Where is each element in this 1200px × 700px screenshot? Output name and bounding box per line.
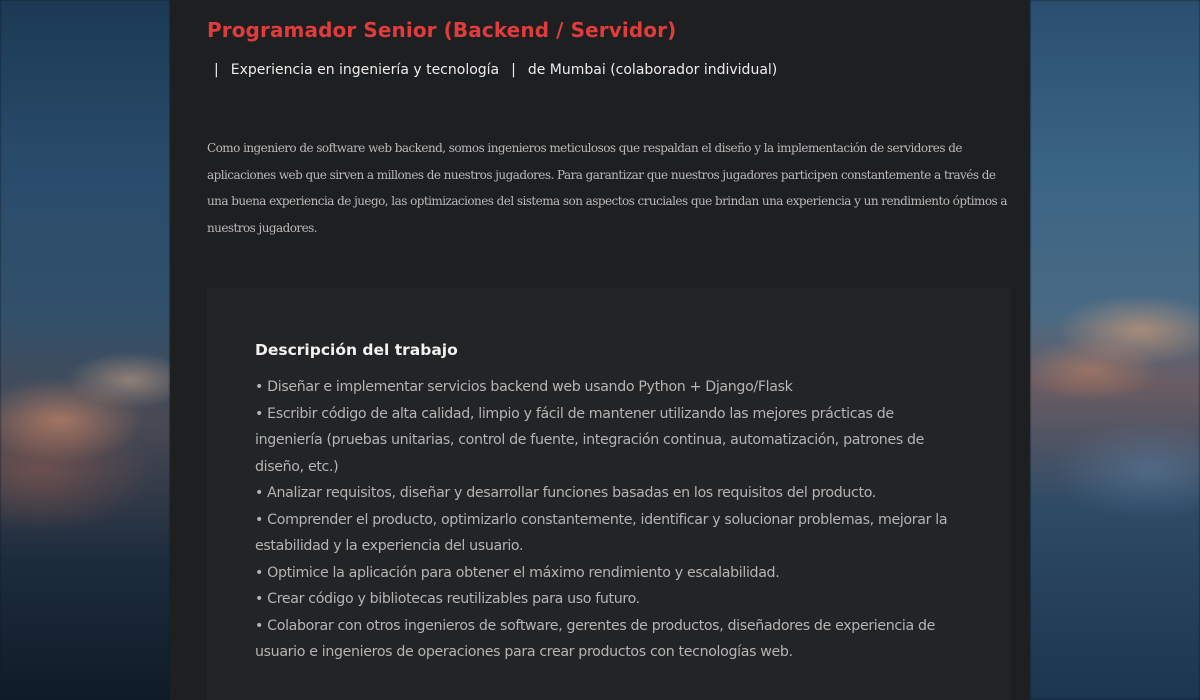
list-item: • Optimice la aplicación para obtener el máximo rendimiento y escalabilidad.: [255, 564, 780, 581]
meta-separator: |: [511, 62, 516, 78]
job-posting-panel: [170, 0, 1030, 700]
list-item: • Comprender el producto, optimizarlo constantemente, identificar y solucionar problemas, mejorar la estabilidad y la experiencia del usuario.: [255, 511, 948, 554]
list-item: • Analizar requisitos, diseñar y desarrollar funciones basadas en los requisitos del producto.: [255, 485, 876, 501]
list-item: • Escribir código de alta calidad, limpio y fácil de mantener utilizando las mejores prácticas de ingeniería (pruebas unitarias, control de fuente, integración continua, automatización, patrones de diseño, etc.): [255, 405, 925, 475]
meta-department: Experiencia en ingeniería y tecnología: [230, 62, 500, 78]
meta-separator: |: [214, 62, 219, 78]
background-left: [0, 0, 170, 700]
job-meta: [214, 62, 777, 78]
list-item: • Colaborar con otros ingenieros de software, gerentes de productos, diseñadores de experiencia de usuario e ingenieros de operaciones para crear productos con tecnologías web.: [255, 617, 935, 660]
description-list: [255, 374, 955, 666]
job-description-card: [207, 288, 1010, 700]
list-item: • Diseñar e implementar servicios backend web usando Python + Django/Flask: [255, 379, 793, 395]
list-item: • Crear código y bibliotecas reutilizables para uso futuro.: [255, 591, 640, 607]
meta-location: de Mumbai (colaborador individual): [527, 62, 778, 78]
job-title: Programador Senior (Backend / Servidor): [207, 18, 677, 42]
job-intro: Como ingeniero de software web backend, somos ingenieros meticulosos que respaldan el diseño y la implementación de servidores de aplicaciones web que sirven a millones de nuestros jugadores. Para garantizar que nuestros jugadores participen constantemente a través de una buena experiencia de juego, las optimizaciones del sistema son aspectos cruciales que brindan una experiencia y un rendimiento óptimos a nuestros jugadores.: [207, 141, 1008, 235]
description-heading: Descripción del trabajo: [255, 341, 458, 359]
background-right: [1030, 0, 1200, 700]
